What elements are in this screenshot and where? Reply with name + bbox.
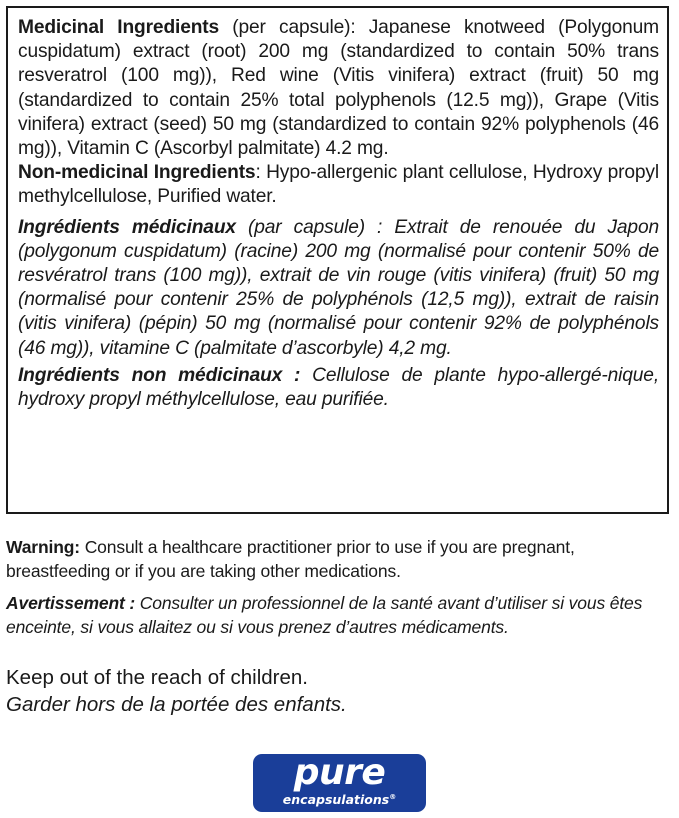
logo-word: pure (293, 752, 386, 793)
logo-subtitle (253, 790, 426, 807)
non-medicinal-ingredients-fr (18, 364, 659, 412)
medicinal-ingredients-fr-label: Ingrédients médicinaux (18, 216, 236, 238)
medicinal-ingredients-fr-text: (par capsule) : Extrait de renouée du Japon (polygonum cuspidatum) (racine) 200 mg (normalisé pour contenir 50% de resvératrol trans (100 mg)), extrait de vin rouge (vitis vinifera) (fruit) 50 mg (normalisé pour contenir 25% de polyphénols (12,5 mg)), extrait de raisin (vitis vinifera) (pépin) 50 mg (normalisé pour contenir 92% de polyphénols (46 mg)), vitamine C (palmitate d’ascorbyle) 4,2 mg. (18, 216, 659, 359)
warning-label: Warning: (6, 537, 80, 557)
medicinal-ingredients-text: (per capsule): Japanese knotweed (Polygonum cuspidatum) extract (root) 200 mg (standardized to contain 50% trans resveratrol (100 mg)), Red wine (Vitis vinifera) extract (fruit) 50 mg (standardized to contain 25% total polyphenols (12.5 mg)), Grape (Vitis vinifera) extract (seed) 50 mg (standardized to contain 92% polyphenols (46 mg)), Vitamin C (Ascorbyl palmitate) 4.2 mg. (18, 17, 659, 160)
non-medicinal-ingredients-fr-text: Cellulose de plante hypo-allergé-nique, hydroxy propyl méthylcellulose, eau purifiée. (18, 364, 660, 411)
non-medicinal-ingredients-fr-label: Ingrédients non médicinaux : (18, 364, 301, 386)
warning-text: Consult a healthcare practitioner prior to use if you are pregnant, breastfeeding or if you are taking other medications. (6, 537, 575, 581)
non-medicinal-ingredients-en (18, 161, 659, 209)
warning-fr-label: Avertissement : (6, 593, 136, 613)
warning-fr-text: Consulter un professionnel de la santé avant d’utiliser si vous êtes enceinte, si vous allaitez ou si vous prenez d’autres médicaments. (6, 593, 643, 637)
non-medicinal-ingredients-label: Non-medicinal Ingredients (18, 162, 256, 184)
medicinal-ingredients-fr (18, 216, 659, 361)
keep-out-fr: Garder hors de la portée des enfants. (6, 693, 347, 716)
warning-en (6, 535, 671, 583)
keep-out-en: Keep out of the reach of children. (6, 666, 309, 689)
ingredients-box (6, 6, 669, 514)
non-medicinal-ingredients-text: : Hypo-allergenic plant cellulose, Hydroxy propyl methylcellulose, Purified water. (18, 162, 659, 208)
logo-sub-text: encapsulations (282, 792, 390, 808)
medicinal-ingredients-label: Medicinal Ingredients (18, 17, 220, 38)
warning-fr (6, 591, 671, 639)
medicinal-ingredients-en (18, 16, 659, 161)
logo-trademark: ® (389, 793, 397, 801)
pure-encapsulations-logo (253, 754, 426, 812)
